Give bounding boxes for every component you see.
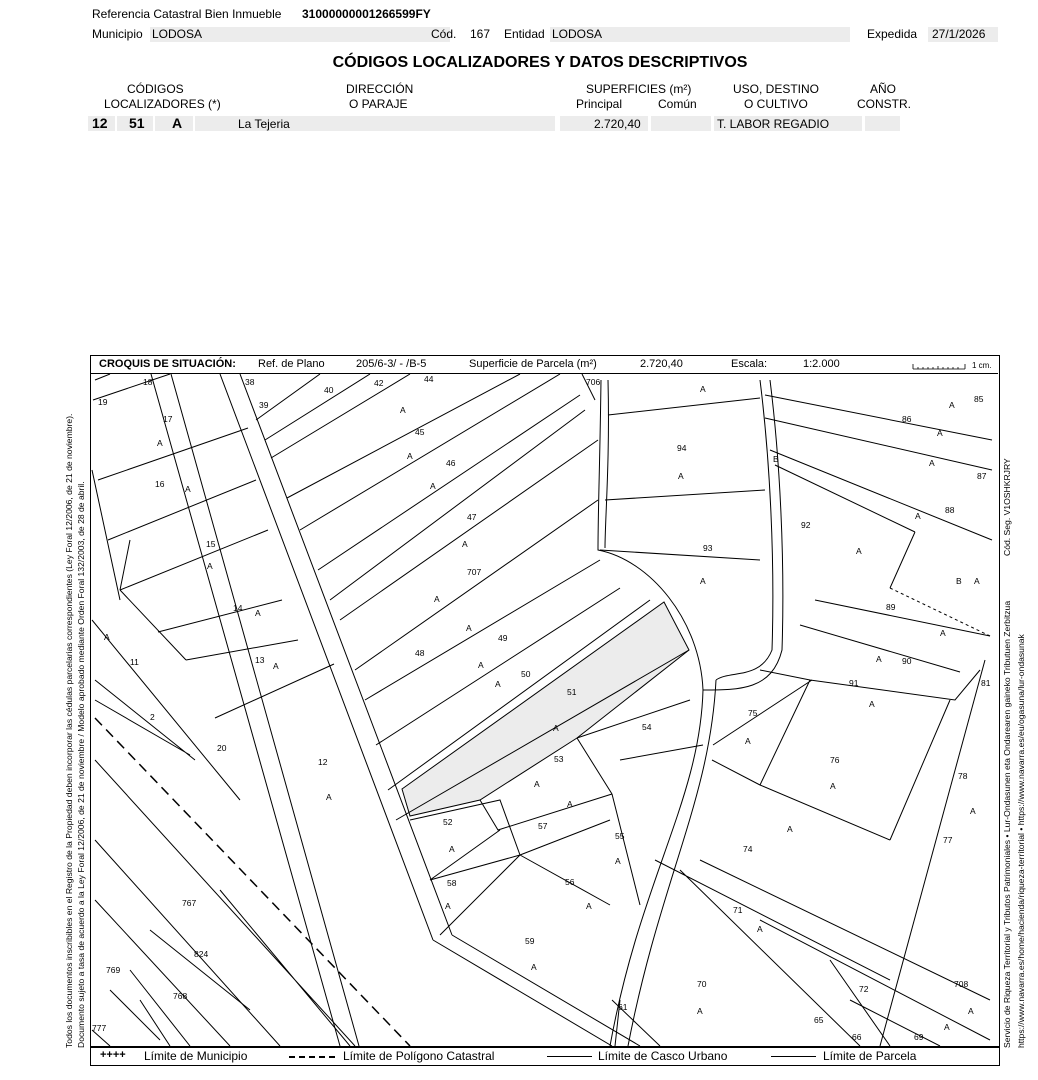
parcel-letter-mark: A — [944, 1022, 950, 1032]
code-1: 12 — [92, 115, 108, 131]
col-uso-1: USO, DESTINO — [733, 82, 820, 96]
parcel-label: 47 — [467, 512, 477, 522]
parcel-letter-mark: A — [445, 901, 451, 911]
parcel-label: 38 — [245, 377, 255, 387]
parcel-letter-mark: A — [273, 661, 279, 671]
parcel-label: 61 — [618, 1002, 628, 1012]
parcel-label: 52 — [443, 817, 453, 827]
parcel-label: 824 — [194, 949, 209, 959]
parcel-letter-mark: A — [949, 400, 955, 410]
parcel-letter-mark: A — [697, 1006, 703, 1016]
parcel-label: 87 — [977, 471, 987, 481]
parcel-label: 20 — [217, 743, 227, 753]
parcel-label: 94 — [677, 443, 687, 453]
parcel-label: 66 — [852, 1032, 862, 1042]
parcel-letter-mark: A — [929, 458, 935, 468]
municipio-value: LODOSA — [152, 27, 203, 41]
parcel-label: B — [956, 576, 962, 586]
parcel-letter-mark: A — [553, 723, 559, 733]
parcel-label: 46 — [446, 458, 456, 468]
parcel-label: 74 — [743, 844, 753, 854]
side-service-text: Servicio de Riqueza Territorial y Tributos Patrimoniales • Lur-Ondasunen eta Ondarearen gaineko Tributuen Zerbitzua — [1002, 600, 1012, 1048]
municipio-label: Municipio — [92, 27, 143, 41]
parcel-label: 57 — [538, 821, 548, 831]
parcel-label: 58 — [447, 878, 457, 888]
legend-casco: Límite de Casco Urbano — [598, 1049, 728, 1063]
parcel-letter-mark: A — [700, 576, 706, 586]
parcel-label: 45 — [415, 427, 425, 437]
parcel-letter-mark: A — [534, 779, 540, 789]
ref-plano-label: Ref. de Plano — [258, 358, 325, 370]
col-principal: Principal — [576, 97, 623, 111]
parcel-letter-mark: A — [407, 451, 413, 461]
poligono-boundary — [95, 718, 410, 1046]
side-legal-text-1: Todos los documentos inscribibles en el Registro de la Propiedad deben incorporar las cédulas parcelarias correspondientes (Ley Foral 12/2006, de 21 de noviembre). — [64, 413, 74, 1048]
road-left — [151, 374, 359, 1046]
parcel-label: 14 — [233, 603, 243, 613]
parcel-label: 40 — [324, 385, 334, 395]
parcel-label: 2 — [150, 712, 155, 722]
entidad-label: Entidad — [504, 27, 545, 41]
parcel-label: 88 — [945, 505, 955, 515]
parcel-letter-mark: A — [466, 623, 472, 633]
parcel-label: 78 — [958, 771, 968, 781]
parcel-letter-mark: A — [434, 594, 440, 604]
principal-value: 2.720,40 — [594, 117, 641, 131]
parcel-letter-mark: A — [856, 546, 862, 556]
parcel-letter-mark: A — [830, 781, 836, 791]
parcel-51-highlight — [402, 602, 689, 816]
superficie-label: Superficie de Parcela (m²) — [469, 358, 597, 370]
parcel-label: 769 — [106, 965, 121, 975]
code-3: A — [172, 115, 183, 131]
cell-bg-comun — [651, 116, 711, 131]
parcel-label: 12 — [318, 757, 328, 767]
parcel-letter-mark: A — [430, 481, 436, 491]
parcel-letter-mark: A — [478, 660, 484, 670]
parcel-label: 85 — [974, 394, 984, 404]
parcel-label: 16 — [155, 479, 165, 489]
parcel-label: 42 — [374, 378, 384, 388]
scale-bar-icon — [912, 361, 970, 371]
parcel-letter-mark: A — [104, 632, 110, 642]
parcel-label: 53 — [554, 754, 564, 764]
parcel-letter-mark: A — [974, 576, 980, 586]
parcel-label: 50 — [521, 669, 531, 679]
col-comun: Común — [658, 97, 697, 111]
parcel-label: 70 — [697, 979, 707, 989]
parcel-letter-mark: A — [869, 699, 875, 709]
parcel-label: 15 — [206, 539, 216, 549]
parcel-label: 69 — [914, 1032, 924, 1042]
parcel-letter-mark: A — [937, 428, 943, 438]
col-codigos-2: LOCALIZADORES (*) — [104, 97, 221, 111]
parcel-label: 39 — [259, 400, 269, 410]
section-title: CÓDIGOS LOCALIZADORES Y DATOS DESCRIPTIVOS — [332, 54, 748, 71]
parcel-letter-mark: A — [678, 471, 684, 481]
parcel-label: 767 — [182, 898, 197, 908]
parcel-label: 49 — [498, 633, 508, 643]
parcel-label: 76 — [830, 755, 840, 765]
parcel-label: 17 — [163, 414, 173, 424]
parcel-letter-mark: A — [326, 792, 332, 802]
road-ne — [703, 380, 783, 690]
legend-parcela-line — [771, 1056, 816, 1057]
cod-value: 167 — [470, 27, 491, 41]
expedida-label: Expedida — [867, 27, 918, 41]
parcel-letter-mark: A — [586, 901, 592, 911]
legend-municipio-symbol: ++++ — [100, 1049, 126, 1061]
parcel-letter-mark: A — [567, 799, 573, 809]
parcel-label: 48 — [415, 648, 425, 658]
parcel-letter-mark: A — [207, 561, 213, 571]
parcel-label: 92 — [801, 520, 811, 530]
parcel-letter-mark: A — [970, 806, 976, 816]
side-url-text: https://www.navarra.es/home/hacienda/riqueza-territorial • https://www.navarra.es/eu/ogasuna/lur-ondasunak — [1016, 634, 1026, 1048]
parcel-label: 77 — [943, 835, 953, 845]
parcel-letter-mark: A — [400, 405, 406, 415]
parcel-letter-mark: A — [495, 679, 501, 689]
parcel-letter-mark: A — [462, 539, 468, 549]
paraje-value: La Tejeria — [238, 117, 290, 131]
uso-value: T. LABOR REGADIO — [717, 117, 830, 131]
ref-plano-value: 205/6-3/ - /B-5 — [356, 358, 427, 370]
parcel-label: 51 — [567, 687, 577, 697]
parcel-label: 18 — [143, 377, 153, 387]
parcel-label: 777 — [92, 1023, 107, 1033]
parcel-label: 59 — [525, 936, 535, 946]
parcel-label: 11 — [130, 657, 139, 667]
parcel-label: 708 — [954, 979, 969, 989]
col-superficies: SUPERFICIES (m²) — [586, 82, 692, 96]
parcel-label: 93 — [703, 543, 713, 553]
col-direccion-2: O PARAJE — [349, 97, 408, 111]
parcel-label: 86 — [902, 414, 912, 424]
parcel-letter-mark: A — [531, 962, 537, 972]
parcel-label: 44 — [424, 374, 434, 384]
legend-municipio: Límite de Municipio — [144, 1049, 248, 1063]
parcel-label: 19 — [98, 397, 108, 407]
parcel-label: 90 — [902, 656, 912, 666]
cadastral-map — [91, 374, 999, 1047]
escala-value: 1:2.000 — [803, 358, 840, 370]
col-anio-2: CONSTR. — [857, 97, 911, 111]
entidad-value: LODOSA — [552, 27, 603, 41]
scale-unit: 1 cm. — [972, 361, 992, 370]
parcel-letter-mark: A — [745, 736, 751, 746]
col-anio-1: AÑO — [870, 82, 897, 96]
parcel-label: 55 — [615, 831, 625, 841]
cod-seg-text: Cód. Seg. V1OSHKRJRY — [1002, 458, 1012, 556]
referencia-value: 31000000001266599FY — [302, 7, 431, 21]
parcel-letter-mark: A — [968, 1006, 974, 1016]
parcel-label: 65 — [814, 1015, 824, 1025]
parcel-label: 91 — [849, 678, 859, 688]
legend-parcela: Límite de Parcela — [823, 1049, 917, 1063]
parcel-letter-mark: A — [787, 824, 793, 834]
parcel-label: 89 — [886, 602, 896, 612]
parcel-label: 706 — [586, 377, 601, 387]
parcel-letter-mark: A — [700, 384, 706, 394]
parcel-letter-mark: A — [157, 438, 163, 448]
parcel-label: B — [773, 454, 779, 464]
parcel-letter-mark: A — [940, 628, 946, 638]
escala-label: Escala: — [731, 358, 768, 370]
parcel-letter-mark: A — [876, 654, 882, 664]
parcel-label: 71 — [733, 905, 743, 915]
parcel-label: 75 — [748, 708, 758, 718]
parcel-label: 13 — [255, 655, 265, 665]
parcel-letter-mark: A — [449, 844, 455, 854]
road-lower — [433, 935, 640, 1046]
code-2: 51 — [129, 115, 145, 131]
parcel-label: 768 — [173, 991, 188, 1001]
cell-bg-anio — [865, 116, 900, 131]
parcel-label: 56 — [565, 877, 575, 887]
legend-poligono: Límite de Polígono Catastral — [343, 1049, 495, 1063]
side-legal-text-2: Documento sujeto a tasa de acuerdo a la Ley Foral 12/2006, de 21 de noviembre / Modelo aprobado mediante Orden Foral 132/2003, de 28 de abril. — [76, 481, 86, 1048]
referencia-label: Referencia Catastral Bien Inmueble — [92, 7, 282, 21]
parcel-label: 54 — [642, 722, 652, 732]
parcel-label: 707 — [467, 567, 482, 577]
parcel-label: 72 — [859, 984, 869, 994]
col-direccion-1: DIRECCIÓN — [346, 82, 414, 96]
legend-poligono-line — [289, 1056, 335, 1058]
expedida-value: 27/1/2026 — [932, 27, 986, 41]
col-codigos-1: CÓDIGOS — [127, 82, 184, 96]
parcel-letter-mark: A — [915, 511, 921, 521]
parcel-letter-mark: A — [185, 484, 191, 494]
superficie-value: 2.720,40 — [640, 358, 683, 370]
cod-label: Cód. — [431, 27, 457, 41]
parcel-letter-mark: A — [757, 924, 763, 934]
col-uso-2: O CULTIVO — [744, 97, 808, 111]
legend-casco-line — [547, 1056, 592, 1057]
parcel-letter-mark: A — [255, 608, 261, 618]
road-right-center-2 — [610, 680, 716, 1046]
parcel-letter-mark: A — [615, 856, 621, 866]
croquis-title: CROQUIS DE SITUACIÓN: — [99, 358, 236, 370]
parcel-label: 81 — [981, 678, 991, 688]
